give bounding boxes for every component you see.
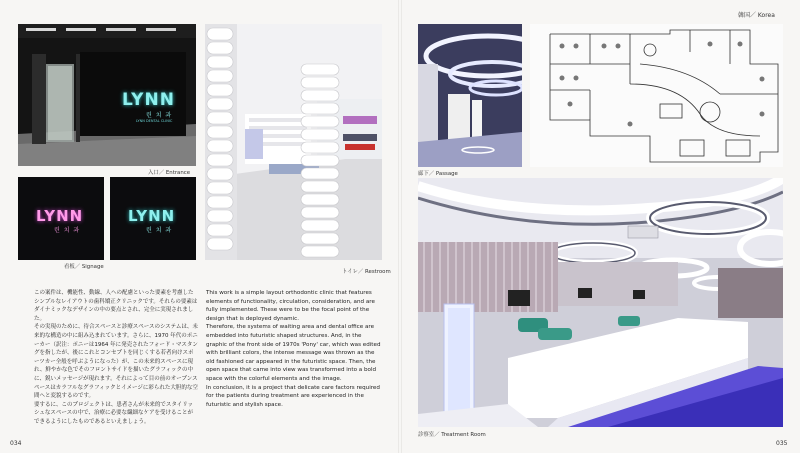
floor-plan — [530, 24, 783, 167]
signage-photo-pink — [18, 177, 104, 260]
english-body-text — [206, 289, 384, 409]
entrance-sign-tagline: LYNN DENTAL CLINIC — [136, 119, 173, 123]
passage-photo — [418, 24, 522, 167]
restroom-photo — [205, 24, 382, 260]
japanese-body-text — [34, 289, 198, 427]
signage-cyan-logo: LYNN — [128, 207, 176, 225]
japanese-paragraph-1: この案件は、機能性、動線、人への配慮といった要素を考慮したシンプルなレイアウトの歯科矯正クリニックです。それらの要素はダイナミックなデザインの中の要点とされ、完全に実現されました。 — [34, 290, 198, 322]
signage-photo-cyan — [110, 177, 196, 260]
treatment-caption: 診察室／ Treatment Room — [418, 432, 486, 438]
restroom-caption: トイレ／ Restroom — [342, 269, 391, 275]
signage-cyan-korean: 린 치 과 — [146, 227, 173, 234]
english-paragraph-1: This work is a simple layout orthodontic clinic that features elements of functionality, circulation, consideration, and are fully implemented. These were to be the focal point of the design that is deployed dynamic. — [206, 290, 375, 322]
entrance-sign-korean: 린 치 과 — [146, 112, 173, 119]
signage-pink-logo: LYNN — [36, 207, 84, 225]
english-paragraph-3: In conclusion, it is a project that delicate care factors required for the patients during treatment are experienced in the futuristic and stylish space. — [206, 384, 380, 408]
japanese-paragraph-2: その実現のために、待合スペースと診療スペースのシステムは、未来的な構造の中に組み込まれています。さらに、1970 年代のポニーカー（訳注：ポニーは1964 年に発売されたフォード・マスタングを指したが、後にこれとコンセプトを同じくする若者向けスポーツカー全般を呼ぶようになった）が、この未来的スペースに現れ、鮮やかな色でそのフロントサイドを描いたグラフィックの中に、鋭いメッセージが現れます。それによって目の前のオープンスペースはカラフルなグラフィックとイメージに彩られた大胆的な空間へと変貌するのです。 — [34, 324, 198, 400]
entrance-caption: 入口／ Entrance — [148, 170, 191, 176]
signage-caption: 看板／ Signage — [64, 264, 104, 270]
japanese-paragraph-3: 要するに、このプロジェクトは、患者さんが未来的でスタイリッシュなスペースの中で、治療に必要な繊細なケアを受けることができるようにしたものであるといえましょう。 — [34, 401, 194, 425]
entrance-photo — [18, 24, 196, 166]
page-number-right: 035 — [776, 440, 788, 447]
english-paragraph-2: Therefore, the systems of waiting area and dental office are embedded into futuristic shaped structures. And, in the graphic of the front side of 1970s 'Pony' car, which was edited with brilliant colors, the intense message was thrown as the old fashioned car appeared in the futuristic space. Then, the open space that came into view was transformed into a bold space with the colorful elements and the image. — [206, 324, 381, 382]
region-header: 韓国／ Korea — [738, 12, 775, 19]
passage-caption: 廊下／ Passage — [418, 171, 458, 177]
entrance-sign-logo: LYNN — [122, 90, 175, 110]
signage-pink-korean: 린 치 과 — [54, 227, 81, 234]
book-gutter — [398, 0, 402, 453]
treatment-room-photo — [418, 178, 783, 427]
page-number-left: 034 — [10, 440, 22, 447]
